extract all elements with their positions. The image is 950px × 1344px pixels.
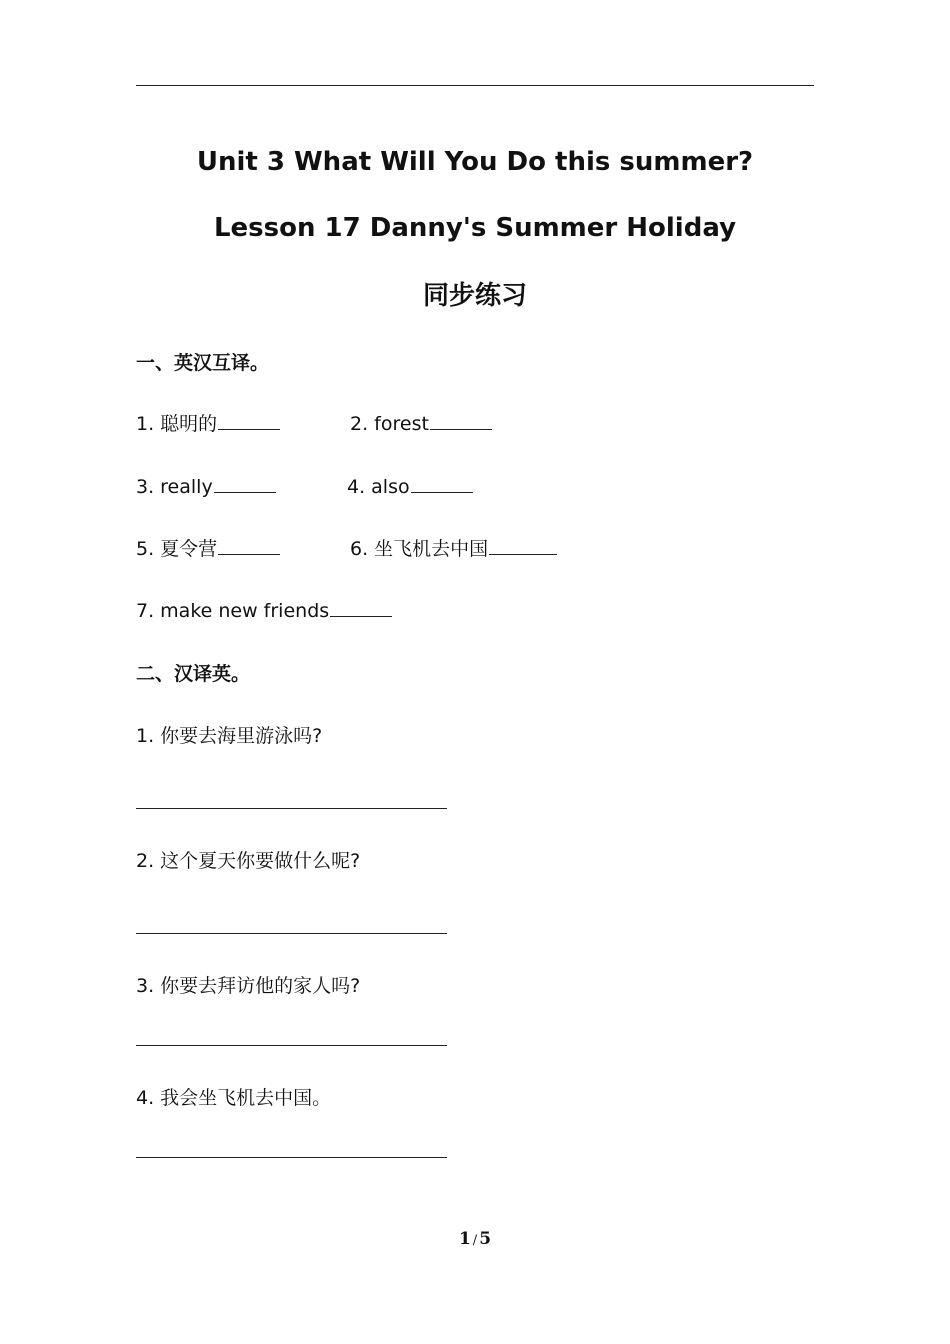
translation-item [350,537,557,561]
item-text: 6. 坐飞机去中国 [350,538,489,560]
page-number [0,1228,950,1252]
answer-line[interactable] [136,933,447,934]
lesson-title: Lesson 17 Danny's Summer Holiday [213,213,737,243]
item-text: 4. also [347,476,410,498]
answer-blank[interactable] [330,616,392,617]
item-text: 5. 夏令营 [136,538,218,560]
sentence-item: 4. 我会坐飞机去中国。 [136,1087,332,1109]
section2-heading: 二、汉译英。 [136,663,251,685]
answer-line[interactable] [136,1157,447,1158]
translation-item [136,475,276,499]
header-rule [136,85,814,86]
sentence-item: 3. 你要去拜访他的家人吗? [136,975,361,997]
item-text: 2. forest [350,413,429,435]
answer-blank[interactable] [430,429,492,430]
item-text: 1. 聪明的 [136,413,218,435]
unit-title: Unit 3 What Will You Do this summer? [196,147,754,177]
item-text: 3. really [136,476,213,498]
item-text: 7. make new friends [136,600,330,622]
section1-heading: 一、英汉互译。 [136,352,270,374]
translation-item [136,599,392,623]
answer-blank[interactable] [218,554,280,555]
sentence-item: 1. 你要去海里游泳吗? [136,725,323,747]
translation-item [347,475,473,499]
answer-blank[interactable] [214,492,276,493]
translation-item [136,537,280,561]
sentence-item: 2. 这个夏天你要做什么呢? [136,850,361,872]
translation-item [350,412,492,436]
answer-line[interactable] [136,808,447,809]
page-total: 5 [479,1229,492,1249]
exercise-title: 同步练习 [422,281,527,311]
page-current: 1 [458,1229,471,1249]
translation-item [136,412,280,436]
page-separator: / [472,1233,478,1248]
answer-blank[interactable] [489,554,557,555]
answer-line[interactable] [136,1045,447,1046]
answer-blank[interactable] [411,492,473,493]
answer-blank[interactable] [218,429,280,430]
